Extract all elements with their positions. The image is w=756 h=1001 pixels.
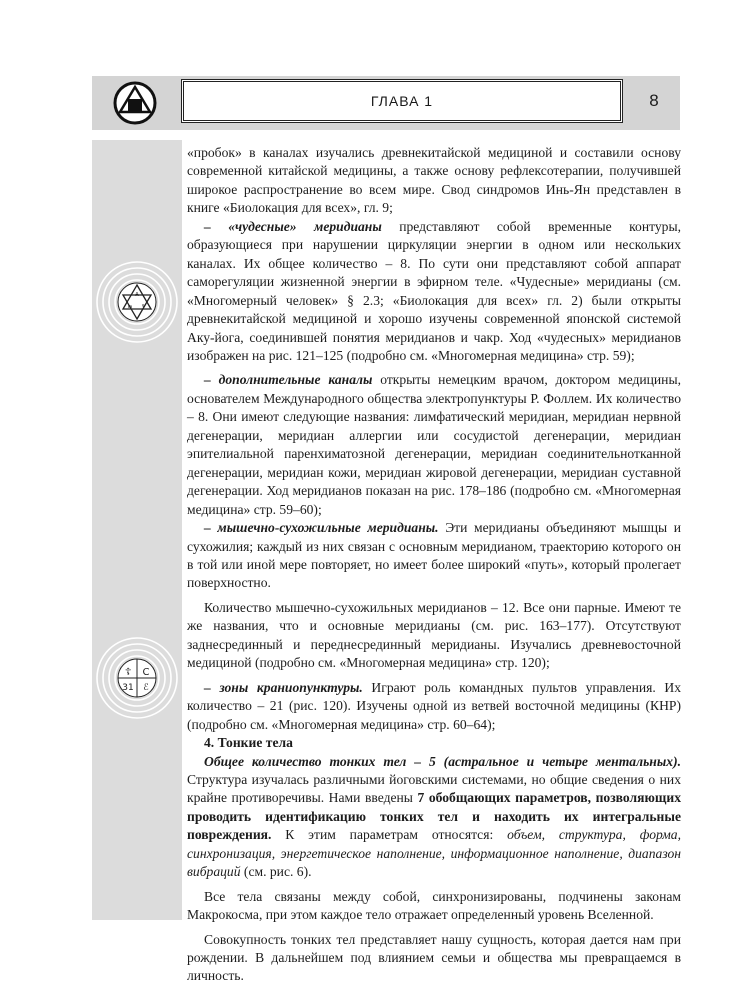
paragraph-text: Эти меридианы объединяют мышцы и сухожилия; каждый из них связан с основным меридианом, траекторию которого он в той или иной мере повторяет, но имеет более широкий «путь», который пролегает поверхностно.: [187, 520, 681, 591]
emblem-glyph: ℰ: [143, 683, 149, 693]
emblem-glyph: С: [142, 667, 150, 678]
term: – зоны краниопунктуры.: [204, 679, 363, 695]
paragraph-text: Играют роль командных пультов управления. Их количество – 21 (рис. 120). Изучены одной из ветвей восточной медицины (КНР) (подробно см. «Многомерная медицина» стр. 60–64);: [187, 679, 681, 732]
paragraph-text: представляют собой временные контуры, образующиеся при нарушении циркуляции энергии в одном или нескольких каналах. Их общее количество – 8. По сути они представляют собой аппарат саморегуляции жизненной энергии в эфирном теле. «Чудесные» меридианы (см. «Многомерный человек» § 2.3; «Биолокация для всех» гл. 2) были открыты древнекитайской медициной и хорошо изучены современной японской системой Аку-йога, соединившей понятия меридианов и чакр. Ход «чудесных» меридианов изображен на рис. 121–125 (подробно см. «Многомерная медицина» стр. 59);: [187, 218, 681, 363]
paragraph: [187, 371, 681, 519]
paragraph: [187, 679, 681, 734]
cross-symbol-emblem: [94, 620, 180, 736]
paragraph: Совокупность тонких тел представляет нашу сущность, которая дается нам при рождении. В дальнейшем под влиянием семьи и общества мы превращаемся в личность.: [187, 931, 681, 984]
circle-triangle-icon: [112, 80, 158, 126]
paragraph-text: К этим параметрам относятся:: [271, 827, 508, 843]
emblem-glyph: Ѱ: [141, 304, 147, 310]
term: – «чудесные» меридианы: [204, 218, 382, 234]
term: – дополнительные каналы: [204, 372, 373, 388]
paragraph-text: (см. рис. 6).: [240, 864, 312, 880]
chapter-title-frame: [181, 79, 623, 123]
paragraph: [187, 218, 681, 366]
emphasis-bold: 7 обобщающих параметров, позволяющих проводить идентификацию тонких тел и находить их интегральные повреждения.: [187, 790, 681, 843]
page-number: 8: [649, 91, 659, 110]
paragraph-text: Структура изучалась различными йоговскими системами, но общие сведения о них крайне противоречивы. Нами введены: [187, 771, 681, 806]
paragraph: Количество мышечно-сухожильных меридианов – 12. Все они парные. Имеют те же названия, что и основные меридианы (см. рис. 163–177). Отсутствуют заднесрединный и переднесрединный меридианы. Изучались древневосточной медициной (подробно см. «Многомерная медицина» стр. 120);: [187, 599, 681, 671]
emphasis-bold-italic: Общее количество тонких тел – 5 (астральное и четыре ментальных).: [204, 753, 681, 769]
chapter-title: ГЛАВА 1: [370, 93, 434, 109]
star-of-david-emblem: [94, 244, 180, 360]
paragraph: «пробок» в каналах изучались древнекитайской медициной и составили основу современной китайской медицины, а также основу рефлексотерапии, получившей широкое распространение во всем мире. Свод синдромов Инь-Ян представлен в книге «Биолокация для всех», гл. 9;: [187, 145, 681, 216]
chapter-logo: [112, 80, 158, 126]
emphasis-italic: объем, структура, форма, синхронизация, энергетическое наполнение, информационное наполнение, диапазон вибраций: [187, 827, 681, 880]
paragraph: [187, 519, 681, 593]
page-body: [187, 144, 681, 986]
term: – мышечно-сухожильные меридианы.: [204, 520, 439, 536]
paragraph-text: открыты немецким врачом, доктором медицины, основателем Международного общества электропунктуры Р. Фоллем. Их количество – 8. Они имеют следующие названия: лимфатический меридиан, меридиан нервной дегенерации, меридиан аллергии или сосудистой дегенерации, меридиан эпителиальной паренхиматозной дегенерации, меридиан соединительнотканной дегенерации, меридиан кожи, меридиан жировой дегенерации, меридиан суставной дегенерации. Ход меридианов показан на рис. 178–186 (подробно см. «Многомерная медицина» стр. 59–60);: [187, 372, 681, 517]
section-heading: 4. Тонкие тела: [204, 735, 293, 751]
emblem-glyph: 31: [122, 683, 134, 693]
emblem-glyph: Ѧ: [134, 292, 140, 298]
paragraph: [187, 753, 681, 882]
paragraph: Все тела связаны между собой, синхронизированы, подчинены законам Макрокосма, при этом каждое тело отражает определенный уровень Вселенной.: [187, 888, 681, 923]
emblem-glyph: ꙗ: [127, 304, 133, 310]
cross-icon: ☦: [124, 667, 132, 678]
